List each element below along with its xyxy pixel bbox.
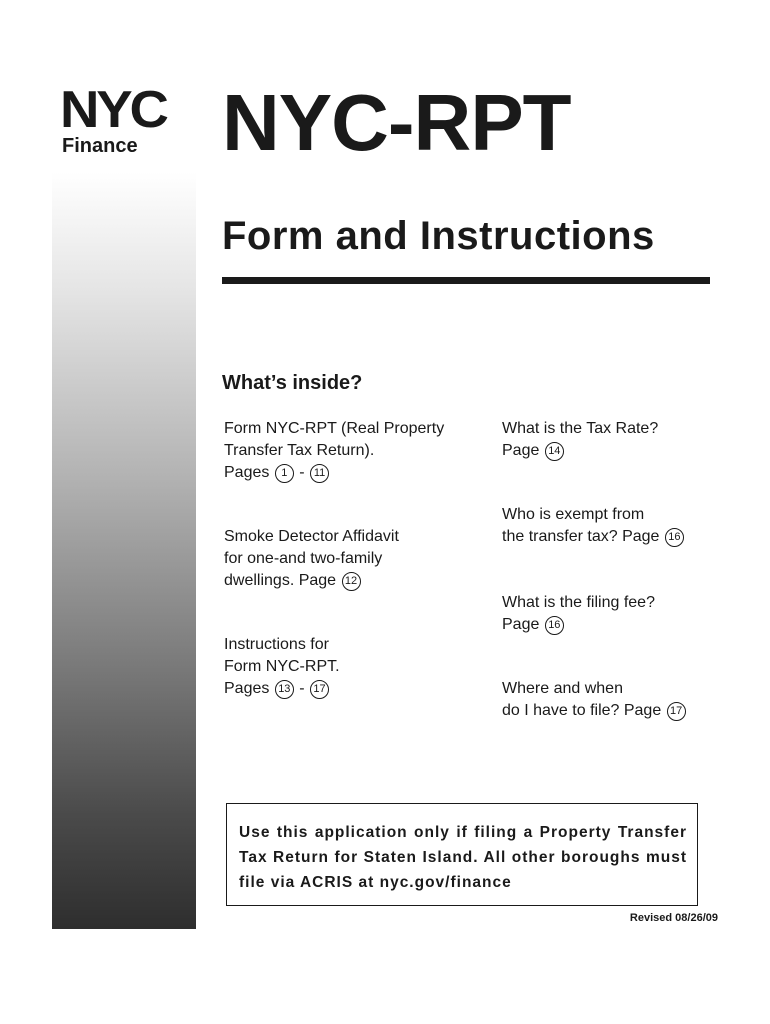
revised-date: Revised 08/26/09	[629, 912, 718, 924]
contents-item	[224, 418, 444, 484]
contents-item	[502, 592, 655, 636]
page-number-circle: 17	[667, 702, 686, 721]
whats-inside-heading: What’s inside?	[222, 372, 363, 394]
contents-item	[224, 634, 340, 700]
contents-page-line	[502, 700, 687, 722]
finance-logo-text: Finance	[62, 135, 138, 157]
page-number-circle: 13	[275, 680, 294, 699]
contents-line: Instructions for	[224, 636, 329, 653]
contents-item	[502, 678, 687, 722]
contents-line: What is the filing fee?	[502, 594, 655, 611]
form-title: NYC-RPT	[222, 78, 571, 167]
nyc-logo: NYC	[60, 81, 166, 139]
contents-line: Form NYC-RPT.	[224, 658, 340, 675]
page-prefix: Pages	[224, 680, 274, 697]
contents-page-line	[224, 462, 444, 484]
contents-line: Transfer Tax Return).	[224, 442, 375, 459]
contents-page-line	[502, 614, 655, 636]
page-number-circle: 12	[342, 572, 361, 591]
department-line-2: Department of Finance	[629, 888, 760, 902]
contents-line: Where and when	[502, 680, 623, 697]
contents-line: Smoke Detector Affidavit	[224, 528, 399, 545]
page-range-dash: -	[294, 680, 310, 697]
page-prefix: dwellings. Page	[224, 572, 341, 589]
page-number-circle: 16	[665, 528, 684, 547]
sidebar-gradient	[52, 172, 196, 929]
contents-line: What is the Tax Rate?	[502, 420, 659, 437]
contents-page-line	[224, 570, 399, 592]
page-number-circle: 1	[275, 464, 294, 483]
form-subtitle: Form and Instructions	[222, 214, 655, 258]
filing-notice: Use this application only if filing a Property Transfer Tax Return for Staten Island. All other boroughs must file via ACRIS at nyc.gov/finance	[226, 803, 698, 906]
page-prefix: Page	[502, 442, 544, 459]
page-prefix: Pages	[224, 464, 274, 481]
page-number-circle: 11	[310, 464, 329, 483]
page-prefix: Page	[502, 616, 544, 633]
contents-line: for one-and two-family	[224, 550, 383, 567]
page-prefix: do I have to file? Page	[502, 702, 666, 719]
contents-page-line	[502, 440, 658, 462]
contents-item	[502, 418, 658, 462]
contents-page-line	[502, 526, 685, 548]
department-line-1: New York City	[680, 870, 760, 884]
contents-item	[224, 526, 399, 592]
page-prefix: the transfer tax? Page	[502, 528, 664, 545]
contents-page-line	[224, 678, 340, 700]
page-number-circle: 17	[310, 680, 329, 699]
contents-line: Form NYC-RPT (Real Property	[224, 420, 445, 437]
page-range-dash: -	[294, 464, 310, 481]
title-divider	[222, 277, 710, 284]
page-number-circle: 16	[545, 616, 564, 635]
page-number-circle: 14	[545, 442, 564, 461]
contents-line: Who is exempt from	[502, 506, 645, 523]
contents-item	[502, 504, 685, 548]
